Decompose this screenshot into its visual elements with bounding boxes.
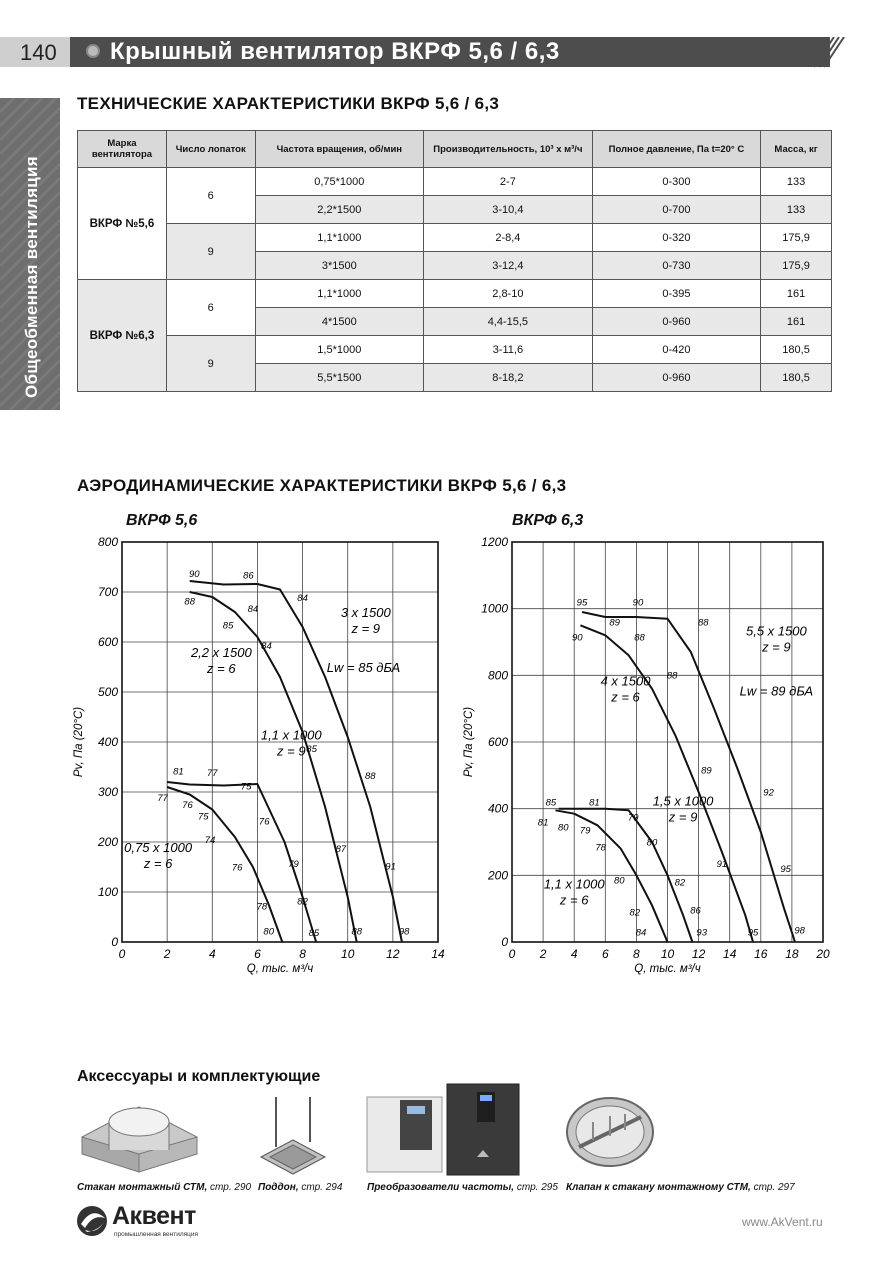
point-label: 87 bbox=[335, 844, 347, 855]
blades-cell: 6 bbox=[166, 168, 255, 224]
point-label: 82 bbox=[297, 896, 308, 908]
x-tick-label: 20 bbox=[816, 947, 830, 961]
table-row bbox=[78, 336, 832, 364]
point-label: 89 bbox=[609, 617, 620, 629]
point-label: 91 bbox=[385, 861, 396, 873]
tray-image[interactable] bbox=[258, 1092, 328, 1177]
fan-bullet-icon bbox=[86, 44, 100, 58]
y-tick-label: 200 bbox=[97, 835, 118, 849]
series-label: 2,2 x 1500 bbox=[190, 645, 252, 660]
mass-cell: 133 bbox=[761, 196, 832, 224]
point-label: 80 bbox=[646, 837, 658, 849]
x-tick-label: 12 bbox=[691, 947, 706, 961]
chart-1-title: ВКРФ 5,6 bbox=[126, 512, 198, 529]
noise-level-annotation: Lw = 85 дБА bbox=[326, 660, 401, 675]
y-tick-label: 600 bbox=[487, 735, 508, 749]
y-tick-label: 100 bbox=[97, 885, 118, 899]
point-label: 78 bbox=[256, 901, 268, 913]
point-label: 95 bbox=[576, 597, 588, 609]
series-label: 4 x 1500 bbox=[600, 673, 651, 689]
akvent-logo-text: Аквент bbox=[112, 1202, 196, 1230]
point-label: 85 bbox=[306, 744, 317, 755]
col-header-blades: Число лопаток bbox=[166, 131, 255, 168]
point-label: 98 bbox=[794, 925, 805, 937]
pressure-cell: 0-320 bbox=[592, 224, 760, 252]
series-label: 3 x 1500 bbox=[340, 605, 391, 620]
chart-2-title: ВКРФ 6,3 bbox=[512, 512, 584, 529]
point-label: 76 bbox=[182, 800, 193, 811]
series-label: z = 6 bbox=[207, 661, 236, 676]
pressure-cell: 0-300 bbox=[592, 168, 760, 196]
point-label: 93 bbox=[696, 927, 707, 939]
series-label: z = 9 bbox=[351, 621, 381, 636]
side-tab-label: Общеобменная вентиляция bbox=[22, 155, 41, 398]
col-header-speed: Частота вращения, об/мин bbox=[255, 131, 423, 168]
y-axis-label: Pv, Па (20°C) bbox=[73, 706, 85, 778]
table-row bbox=[78, 280, 832, 308]
speed-cell: 0,75*1000 bbox=[255, 168, 423, 196]
point-label: 84 bbox=[635, 927, 647, 939]
point-label: 79 bbox=[288, 859, 299, 870]
point-label: 95 bbox=[747, 927, 759, 939]
mass-cell: 180,5 bbox=[761, 364, 832, 392]
point-label: 76 bbox=[231, 862, 243, 874]
y-tick-label: 800 bbox=[97, 535, 118, 549]
col-header-model: Марка вентилятора bbox=[78, 131, 167, 168]
flow-cell: 3-10,4 bbox=[424, 196, 593, 224]
point-label: 84 bbox=[247, 604, 259, 615]
x-tick-label: 0 bbox=[118, 947, 126, 961]
pressure-cell: 0-420 bbox=[592, 336, 760, 364]
series-label: z = 9 bbox=[277, 743, 306, 759]
pressure-cell: 0-395 bbox=[592, 280, 760, 308]
point-label: 75 bbox=[197, 811, 209, 823]
speed-cell: 1,5*1000 bbox=[255, 336, 423, 364]
point-label: 91 bbox=[716, 859, 728, 870]
speed-cell: 4*1500 bbox=[255, 308, 423, 336]
point-label: 81 bbox=[589, 797, 600, 809]
mass-cell: 175,9 bbox=[761, 252, 832, 280]
series-label: 1,5 x 1000 bbox=[652, 793, 714, 809]
flow-cell: 4,4-15,5 bbox=[424, 308, 593, 336]
point-label: 90 bbox=[632, 597, 644, 609]
series-label: 1,1 x 1000 bbox=[260, 727, 322, 743]
mass-cell: 175,9 bbox=[761, 224, 832, 252]
point-label: 86 bbox=[690, 905, 701, 917]
point-label: 90 bbox=[572, 632, 583, 644]
point-label: 76 bbox=[258, 816, 270, 828]
table-row bbox=[78, 224, 832, 252]
point-label: 78 bbox=[595, 842, 606, 854]
x-tick-label: 0 bbox=[508, 947, 516, 961]
point-label: 77 bbox=[157, 793, 168, 804]
speed-cell: 2,2*1500 bbox=[255, 196, 423, 224]
series-curve bbox=[579, 612, 795, 942]
speed-cell: 3*1500 bbox=[255, 252, 423, 280]
point-label: 88 bbox=[634, 632, 645, 644]
blades-cell: 9 bbox=[166, 336, 255, 392]
col-header-pressure: Полное давление, Па t=20° C bbox=[592, 131, 760, 168]
speed-cell: 5,5*1500 bbox=[255, 364, 423, 392]
pressure-cell: 0-960 bbox=[592, 308, 760, 336]
x-tick-label: 4 bbox=[208, 947, 216, 961]
x-axis-label: Q, тыс. м³/ч bbox=[246, 963, 314, 975]
y-tick-label: 800 bbox=[487, 668, 508, 683]
aero-section-title: АЭРОДИНАМИЧЕСКИЕ ХАРАКТЕРИСТИКИ ВКРФ 5,6 / 6,3 bbox=[77, 476, 567, 495]
series-label: z = 6 bbox=[143, 856, 173, 871]
page-number: 140 bbox=[20, 40, 57, 65]
point-label: 84 bbox=[261, 641, 272, 652]
point-label: 80 bbox=[614, 875, 625, 887]
point-label: 74 bbox=[204, 835, 216, 846]
y-axis-label: Pv, Па (20°C) bbox=[463, 706, 475, 778]
series-label: 1,1 x 1000 bbox=[543, 876, 605, 892]
flow-cell: 8-18,2 bbox=[424, 364, 593, 392]
noise-level-annotation: Lw = 89 дБА bbox=[739, 683, 814, 699]
chart-2-plot bbox=[455, 530, 835, 980]
point-label: 79 bbox=[628, 812, 639, 824]
y-tick-label: 1000 bbox=[481, 601, 508, 616]
x-tick-label: 14 bbox=[723, 947, 737, 961]
damper-valve-image[interactable] bbox=[563, 1092, 658, 1177]
mass-cell: 161 bbox=[761, 280, 832, 308]
series-label: 5,5 x 1500 bbox=[745, 623, 807, 639]
accessory-caption-1[interactable]: Стакан монтажный СТМ, стр. 290 bbox=[77, 1182, 252, 1193]
blades-cell: 6 bbox=[166, 280, 255, 336]
point-label: 88 bbox=[666, 670, 678, 682]
x-tick-label: 6 bbox=[601, 947, 609, 961]
point-label: 85 bbox=[545, 797, 557, 809]
speed-cell: 1,1*1000 bbox=[255, 280, 423, 308]
tech-section-title: ТЕХНИЧЕСКИЕ ХАРАКТЕРИСТИКИ ВКРФ 5,6 / 6,3 bbox=[77, 94, 500, 113]
series-label: z = 9 bbox=[668, 809, 698, 825]
section-side-tab bbox=[0, 98, 60, 410]
mass-cell: 180,5 bbox=[761, 336, 832, 364]
x-tick-label: 6 bbox=[254, 947, 261, 961]
point-label: 88 bbox=[184, 596, 196, 608]
point-label: 86 bbox=[243, 570, 254, 582]
series-label: 0,75 x 1000 bbox=[124, 840, 193, 855]
y-tick-label: 500 bbox=[97, 685, 118, 699]
y-tick-label: 0 bbox=[501, 935, 508, 949]
akvent-logo-icon bbox=[75, 1204, 111, 1238]
point-label: 79 bbox=[579, 825, 591, 837]
pressure-cell: 0-960 bbox=[592, 364, 760, 392]
model-cell: ВКРФ №6,3 bbox=[78, 280, 167, 392]
x-tick-label: 12 bbox=[386, 947, 400, 961]
accessories-title: Аксессуары и комплектующие bbox=[77, 1068, 321, 1085]
table-header-row bbox=[78, 131, 832, 168]
point-label: 82 bbox=[674, 877, 686, 889]
website-url[interactable]: www.AkVent.ru bbox=[742, 1215, 823, 1229]
accessory-caption-3[interactable]: Преобразователи частоты, стр. 295 bbox=[367, 1182, 558, 1193]
point-label: 95 bbox=[780, 864, 791, 875]
speed-cell: 1,1*1000 bbox=[255, 224, 423, 252]
point-label: 80 bbox=[558, 822, 569, 834]
x-tick-label: 18 bbox=[785, 947, 799, 961]
pressure-cell: 0-730 bbox=[592, 252, 760, 280]
pressure-cell: 0-700 bbox=[592, 196, 760, 224]
page-title: Крышный вентилятор ВКРФ 5,6 / 6,3 bbox=[110, 38, 560, 65]
flow-cell: 2,8-10 bbox=[424, 280, 593, 308]
flow-cell: 2-8,4 bbox=[424, 224, 593, 252]
spec-table bbox=[77, 130, 832, 392]
point-label: 80 bbox=[263, 926, 275, 938]
x-tick-label: 8 bbox=[299, 947, 306, 961]
akvent-logo-subtitle: промышленная вентиляция bbox=[114, 1231, 199, 1238]
table-row bbox=[78, 168, 832, 196]
y-tick-label: 1200 bbox=[481, 535, 508, 549]
y-tick-label: 200 bbox=[487, 868, 508, 883]
blades-cell: 9 bbox=[166, 224, 255, 280]
x-tick-label: 4 bbox=[570, 947, 578, 961]
chart-1-plot bbox=[70, 530, 455, 980]
accessory-caption-4[interactable]: Клапан к стакану монтажному СТМ, стр. 297 bbox=[566, 1182, 795, 1193]
point-label: 81 bbox=[173, 766, 184, 778]
point-label: 84 bbox=[297, 593, 308, 604]
flow-cell: 3-12,4 bbox=[424, 252, 593, 280]
x-axis-label: Q, тыс. м³/ч bbox=[634, 963, 701, 975]
mass-cell: 133 bbox=[761, 168, 832, 196]
point-label: 89 bbox=[701, 765, 712, 777]
model-cell: ВКРФ №5,6 bbox=[78, 168, 167, 280]
x-tick-label: 2 bbox=[163, 947, 171, 961]
point-label: 92 bbox=[763, 787, 774, 799]
point-label: 88 bbox=[364, 771, 376, 782]
y-tick-label: 400 bbox=[487, 801, 508, 816]
series-label: z = 6 bbox=[611, 689, 640, 705]
y-tick-label: 600 bbox=[97, 635, 118, 649]
y-tick-label: 700 bbox=[97, 585, 118, 599]
header-stripes-decoration bbox=[800, 37, 845, 69]
mounting-sleeve-image[interactable] bbox=[77, 1092, 202, 1177]
point-label: 98 bbox=[398, 926, 410, 938]
point-label: 85 bbox=[308, 928, 320, 939]
point-label: 88 bbox=[697, 617, 709, 629]
series-label: z = 6 bbox=[559, 892, 589, 908]
point-label: 88 bbox=[351, 926, 363, 938]
series-label: z = 9 bbox=[762, 639, 791, 655]
mass-cell: 161 bbox=[761, 308, 832, 336]
page-header bbox=[0, 37, 893, 70]
x-tick-label: 8 bbox=[633, 947, 640, 961]
y-tick-label: 300 bbox=[97, 785, 118, 799]
point-label: 77 bbox=[206, 768, 218, 779]
frequency-converter-image[interactable] bbox=[365, 1082, 525, 1177]
x-tick-label: 2 bbox=[539, 947, 547, 961]
x-tick-label: 10 bbox=[660, 947, 675, 961]
col-header-mass: Масса, кг bbox=[761, 131, 832, 168]
x-tick-label: 16 bbox=[754, 947, 768, 961]
y-tick-label: 400 bbox=[97, 735, 118, 749]
point-label: 81 bbox=[537, 817, 549, 829]
flow-cell: 3-11,6 bbox=[424, 336, 593, 364]
point-label: 82 bbox=[629, 907, 641, 919]
point-label: 75 bbox=[240, 781, 252, 793]
y-tick-label: 0 bbox=[111, 935, 118, 949]
col-header-flow: Производительность, 10³ х м³/ч bbox=[424, 131, 593, 168]
point-label: 85 bbox=[222, 620, 234, 632]
x-tick-label: 10 bbox=[341, 947, 355, 961]
flow-cell: 2-7 bbox=[424, 168, 593, 196]
accessory-caption-2[interactable]: Поддон, стр. 294 bbox=[258, 1182, 343, 1193]
point-label: 90 bbox=[188, 569, 200, 580]
x-tick-label: 14 bbox=[431, 947, 445, 961]
